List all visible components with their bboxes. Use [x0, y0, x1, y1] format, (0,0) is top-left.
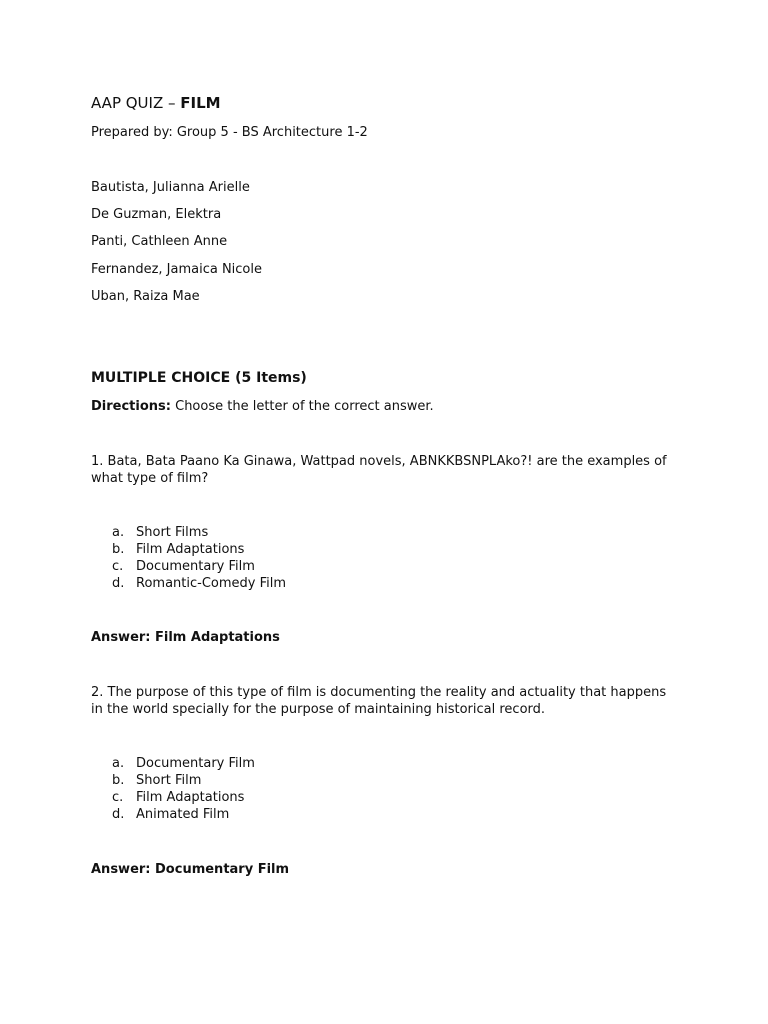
document-title [91, 94, 221, 113]
option-letter: c. [112, 790, 124, 805]
option-letter: c. [112, 559, 124, 574]
member-name: Panti, Cathleen Anne [91, 234, 228, 249]
option-list [112, 524, 286, 592]
option-item [112, 524, 286, 541]
answer-text: Answer: Film Adaptations [91, 630, 280, 645]
prepared-by: Prepared by: Group 5 - BS Architecture 1-2 [91, 125, 368, 140]
option-text: Film Adaptations [136, 542, 245, 557]
option-item [112, 755, 255, 772]
member-name: De Guzman, Elektra [91, 207, 222, 222]
section-heading: MULTIPLE CHOICE (5 Items) [91, 370, 307, 386]
option-letter: d. [112, 807, 125, 822]
option-item [112, 575, 286, 592]
question-text: 1. Bata, Bata Paano Ka Ginawa, Wattpad novels, ABNKKBSNPLAko?! are the examples of what type of film? [91, 454, 667, 486]
option-text: Romantic-Comedy Film [136, 576, 287, 591]
option-item [112, 772, 255, 789]
option-letter: a. [112, 525, 125, 540]
option-item [112, 789, 255, 806]
member-name: Bautista, Julianna Arielle [91, 180, 250, 195]
directions-text: Choose the letter of the correct answer. [170, 399, 434, 414]
option-text: Short Film [136, 773, 202, 788]
option-letter: d. [112, 576, 125, 591]
option-item [112, 558, 286, 575]
option-text: Short Films [136, 525, 209, 540]
option-letter: b. [112, 542, 125, 557]
option-list [112, 755, 255, 823]
directions [91, 398, 434, 415]
member-name: Uban, Raiza Mae [91, 289, 200, 304]
option-item [112, 806, 255, 823]
title-prefix: AAP QUIZ – [91, 94, 181, 112]
member-name: Fernandez, Jamaica Nicole [91, 262, 262, 277]
title-bold: FILM [180, 94, 221, 112]
option-text: Documentary Film [136, 559, 255, 574]
answer-text: Answer: Documentary Film [91, 862, 290, 877]
question-text: 2. The purpose of this type of film is documenting the reality and actuality that happens in the world specially for the purpose of maintaining historical record. [91, 685, 667, 717]
option-item [112, 541, 286, 558]
option-text: Documentary Film [136, 756, 255, 771]
option-letter: a. [112, 756, 125, 771]
option-text: Animated Film [136, 807, 230, 822]
option-text: Film Adaptations [136, 790, 245, 805]
directions-label: Directions: [91, 399, 171, 414]
option-letter: b. [112, 773, 125, 788]
